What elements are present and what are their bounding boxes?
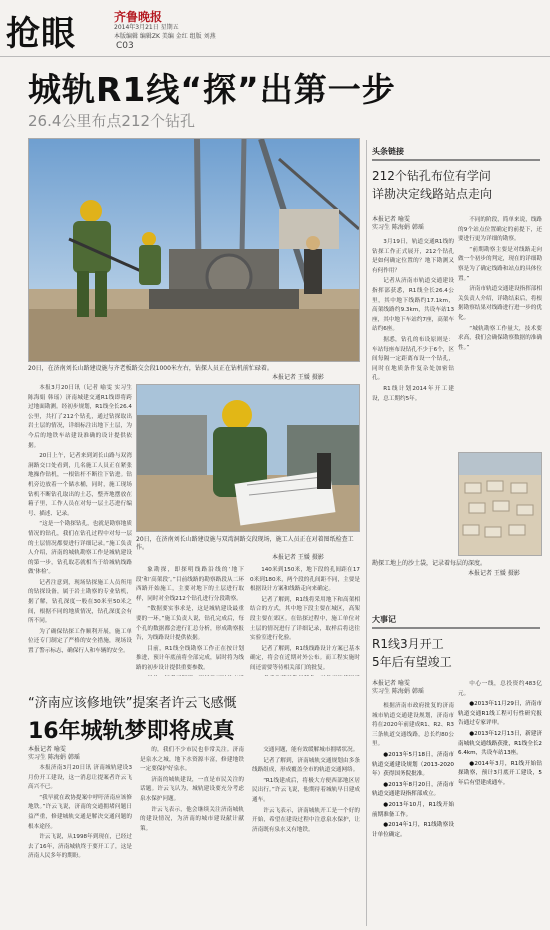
paragraph: 据悉，钻孔的布设原则是：车站每座布设钻孔不少于6个，区间每隔一定距离布设一个钻孔，同时在地质条件复杂处加密钻孔。 <box>372 336 454 382</box>
paragraph: 许云飞表示，他会继续关注济南城轨的建设情况，为济南的城市建设献计献策。 <box>140 806 244 832</box>
paragraph: 象勘探，即探明线路沿线的‘地下段’和‘高架段’。”目前线路的勘察路段从二环西路开始施工，主要对地下的土层进行取样，同时对全线212个钻孔进行分段勘察。 <box>136 567 244 602</box>
lead-headline: 城轨R1线“探”出第一步 <box>28 70 396 109</box>
paragraph: 许云飞表示，济南城轨开工是一个好的开始，希望在建设过程中注意泉水保护，让济南既有泉水又有地铁。 <box>252 807 360 833</box>
paragraph <box>250 675 360 676</box>
sidebar1-byline: 本报记者 喻雯 实习生 陈海娟 韩瑶 <box>372 216 424 231</box>
paragraph: 20日上午，记者来到刘长山路与双湾洞路交口处看到，几名施工人员正在紧张地操作钻机，一根钻杆不断往下钻进。钻机旁边放着一个储水桶，同时，施工现场钻机不断钻孔取出的土芯，整齐地摆放在箱子里，工作人员在对每一层土芯进行编号、描述、记录。 <box>28 453 132 517</box>
drilling-photo <box>28 138 360 362</box>
paragraph: 记者注意到，现场钻探施工人员所用的钻探设备，属于岩土勘察的专业钻机，据了解，钻孔深度一般在30米至50米之间，根据不同的地质情况，钻孔深度会有所不同。 <box>28 579 132 625</box>
paragraph: 记者了解到，R1线将采用地下和高架相结合的方式，其中地下段主要在城区，高架段主要在郊区。在钻探过程中，施工单位对土层的情况进行了详细记录，取样后将送往实验室进行化验。 <box>250 596 360 642</box>
timeline-item: ●2014年1月，R1线勘察设计单位确定。 <box>372 822 454 838</box>
sidebar2-title-line2: 5年后有望竣工 <box>372 655 452 669</box>
paragraph: “前期勘察主要是对线路走向做一个初步的判定，现在的详细勘察是为了确定线路和站点的具体位置。” <box>458 246 542 282</box>
paragraph: 济南市轨道交通建设指挥部相关负责人介绍，详勘结束后，将根据勘察结果对线路进行进一步的优化。 <box>458 286 542 321</box>
photo1-caption: 20日，在济南刘长山路建设施与齐老板路交会段1000米左右，钻探人员正在钻机前忙碌着。 <box>28 365 273 372</box>
lead-subhead: 26.4公里布点212个钻孔 <box>28 112 196 130</box>
column-divider-lower <box>366 610 367 926</box>
bottom-col1 <box>28 764 132 924</box>
sidebar2-col1 <box>372 702 454 924</box>
paragraph: 为了确保钻探工作顺利开展，施工单位还专门制定了严格的安全措施，现场设置了警示标志，确保行人和车辆的安全。 <box>28 628 132 655</box>
paragraph: “城轨勘察工作量大，技术要求高，我们会确保勘察数据的准确性。” <box>458 325 542 351</box>
editors-line: 本版编辑 编辑ZK 美编 金红 组版 刘燕 <box>114 33 216 40</box>
paragraph: 记者了解到，R1线线路设计方案已基本确定，将会在近期对外公布。而工程实施时间还需要等待相关部门的批复。 <box>250 645 360 671</box>
sidebar1-tag: 头条链接 <box>372 146 540 161</box>
masthead-divider <box>0 56 550 57</box>
timeline-item: ●2013年10月，R1线开始前期准备工作。 <box>372 801 454 818</box>
paragraph: 许云飞说，从1998年到现在，已经过去了16年，济南城轨终于要开工了，这是济南人民多年的期盼。 <box>28 834 132 860</box>
sandbag-caption: 勘探工地上的沙土袋，记录着每层的深度。 <box>372 560 487 567</box>
paragraph: “我早就在政协提案中呼吁济南应该修地铁。”许云飞说，济南的交通拥堵问题日益严重，修建城轨交通是解决交通问题的根本途径。 <box>28 794 132 830</box>
bottom-kicker: “济南应该修地铁”提案者许云飞感慨 <box>28 696 237 711</box>
bottom-col3 <box>252 746 360 924</box>
paragraph: 目前，R1线全线勘察工作正在按计划推进，预计年底前将全部完成，届时将为线路的初步设计提供重要参数。 <box>136 645 244 671</box>
timeline-item: ●2013年12月13日，新建济南城轨交通线路获批，R1线全长26.4km，共设车站13座。 <box>458 730 542 757</box>
sidebar2-title-line1: R1线3月开工 <box>372 637 444 651</box>
paragraph: 济南的城轨建设，一直是市民关注的话题。许云飞认为，城轨建设要充分考虑泉水保护问题。 <box>140 776 244 802</box>
sidebar2-col2 <box>458 680 542 924</box>
timeline-item: ●2014年3月，R1线开始钻探勘察，预计3月底开工建设，5年后有望建成通车。 <box>458 760 542 786</box>
photo2-caption: 20日，在济南刘长山路建设施与双湾洞路交段现场，施工人员正在对着图纸检查工作。 <box>136 536 354 551</box>
section-title: 抢眼 <box>6 14 76 54</box>
photo2-credit: 本报记者 王媛 摄影 <box>272 554 324 561</box>
paragraph: 交通问题，能有效缓解城市拥堵状况。 <box>263 747 359 753</box>
lead-body-col2 <box>136 566 244 676</box>
page-code: C03 <box>116 41 134 51</box>
sidebar1-col1 <box>372 238 454 538</box>
sidebar2-byline: 本报记者 喻雯 实习生 陈海娟 韩瑶 <box>372 680 424 695</box>
paragraph: 根据济南市政府批复的济南城市轨道交通建设规划，济南市将在2020年前建成R1、R2、R3三条轨道交通线路，总长约80公里。 <box>372 703 454 748</box>
paragraph: 的，我们不少市民也非常关注。济南是泉水之城，地下水资源丰富，修建地铁一定要保护好泉水。 <box>140 747 244 773</box>
paragraph: 不同的阶段，简单来说，线路的9个站点位置确定的前提下，还要进行更为详细的勘察。 <box>458 217 542 243</box>
sandbag-photo <box>458 452 542 556</box>
timeline-item: ●2013年11月29日，济南市轨道交通R1线工程可行性研究报告通过专家评审。 <box>458 701 542 727</box>
timeline-item: ●2013年5月18日，济南市轨道交通建设规划（2013-2020年）获得国务院批准。 <box>372 751 454 778</box>
photo1-credit: 本报记者 王媛 摄影 <box>272 374 324 381</box>
lead-body-col1 <box>28 384 132 676</box>
sidebar1-title-line1: 212个钻孔布位有学问 <box>372 169 491 183</box>
paragraph: 本报3月20日讯（记者 喻雯 实习生 陈海娟 韩瑶）济南城建交通R1线即将跨过地面勘测。经初步规划，R1线全长26.4公里，共打了212个钻孔，通过钻探取出岩土层的情况，详细标注出地下土层，为今后的地铁车站建设准确的设计提供依据。 <box>28 385 132 449</box>
paragraph: “数据要实事求是，这是城轨建设最重要的一环。”施工负责人说，钻孔完成后，每个孔的数据都会进行汇总分析，形成勘察报告，为线路设计提供依据。 <box>136 606 244 642</box>
bottom-byline: 本报记者 喻雯 实习生 陈海娟 韩瑶 <box>28 746 80 761</box>
paragraph <box>136 675 244 676</box>
paragraph: R1线计划2014年开工建设，总工期约5年。 <box>372 385 454 402</box>
date-line: 2014年3月21日 星期五 <box>114 24 179 31</box>
sidebar2-tag: 大事记 <box>372 614 540 629</box>
inspection-photo <box>136 384 360 532</box>
sidebar1-title-line2: 详勘决定线路站点走向 <box>372 187 493 201</box>
sandbag-credit: 本报记者 王媛 摄影 <box>468 570 520 577</box>
inspection-photo-image <box>137 385 360 532</box>
newspaper-brand: 齐鲁晚报 <box>114 10 163 24</box>
paragraph: 中心一线，总投资约483亿元。 <box>458 681 542 697</box>
bottom-col2 <box>140 746 244 924</box>
paragraph: 本报济南3月20日讯 济南城轨建设3月份开工建设，这一消息让提案者许云飞高兴不已。 <box>28 765 132 791</box>
paragraph: “这是一个勘探钻孔，也就是勘察地质情况的钻孔，我们在钻孔过程中对每一层的土层情况都要进行详细记录。”施工负责人介绍，济南的城轨勘察工作是城轨建设的第一步，钻孔取芯就相当于给城轨线路做‘体检’。 <box>28 521 132 576</box>
column-divider <box>366 140 367 680</box>
paragraph: 记者了解到，济南城轨交通规划由多条线路组成，形成覆盖全市的轨道交通网络。 <box>252 757 360 774</box>
paragraph: “R1线建成后，将极大方便西部地区居民出行。”许云飞说，他期待着城轨早日建成通车。 <box>252 777 360 803</box>
paragraph: 3月19日，轨道交通R1线的钻探工作正式展开，212个钻孔是如何确定位置的？地下勘测又有何作用？ <box>372 239 454 274</box>
bottom-headline: 16年城轨梦即将成真 <box>28 719 235 744</box>
timeline-item: ●2013年8月20日，济南市轨道交通建设指挥部成立。 <box>372 781 454 798</box>
lead-body-col3 <box>250 566 360 676</box>
paragraph: 140米到150米，地下段的孔间距在170米到180米，两个段的孔间距不同，主要是根据设计方案和线路走向来确定。 <box>250 567 360 593</box>
sandbag-photo-image <box>459 453 542 556</box>
drilling-photo-image <box>29 139 360 362</box>
sidebar1-col2 <box>458 216 542 448</box>
paragraph: 记者从济南市轨道交通建设指挥部获悉，R1线全长26.4公里，其中地下线路约17.1km，高架线路约9.3km，共设车站13座，其中地下车站约7座，高架车站约6座。 <box>372 278 454 333</box>
